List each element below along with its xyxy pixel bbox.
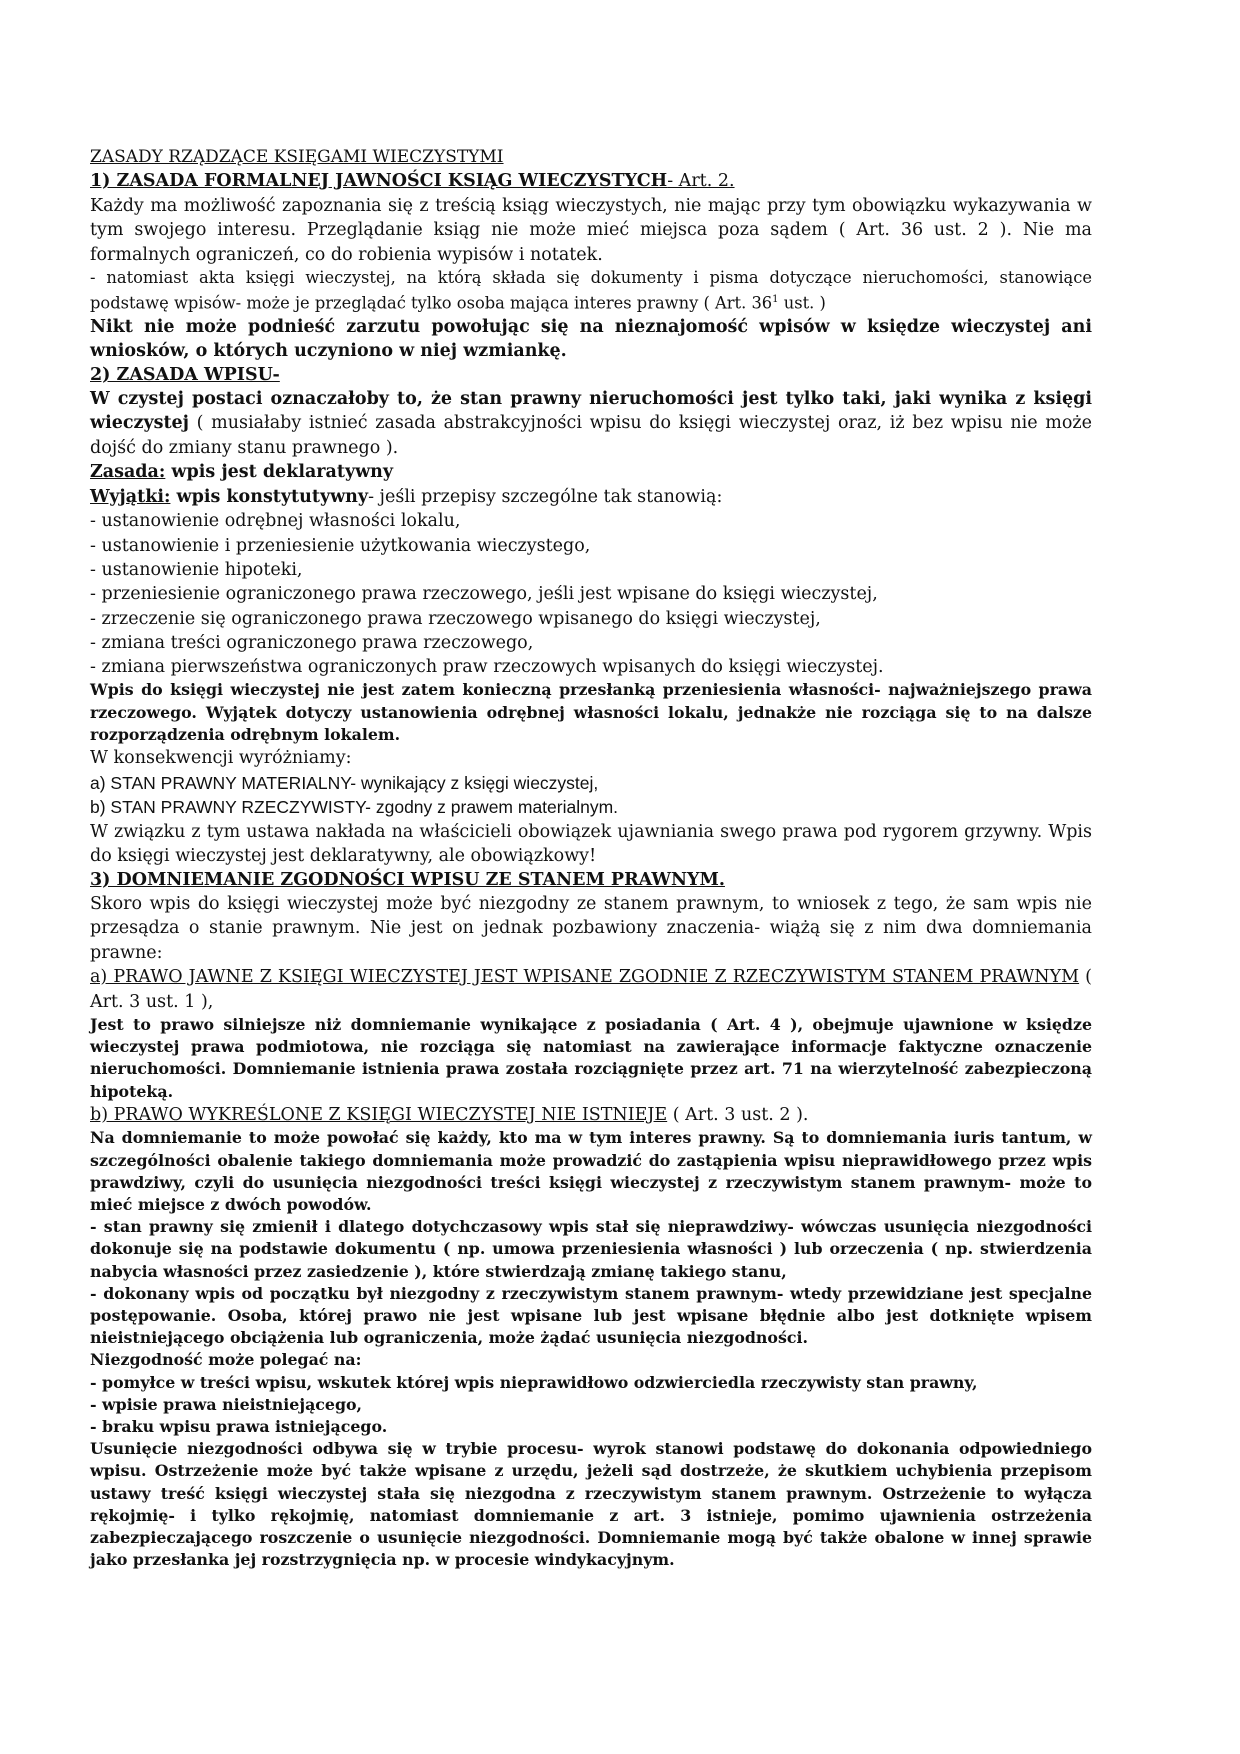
list-item: - ustanowienie odrębnej własności lokalu, <box>90 511 461 532</box>
section-2-paragraph-1-rest: ( musiałaby istnieć zasada abstrakcyjności wpisu do księgi wieczystej oraz, iż bez wpisu nie może dojść do zmiany stanu prawnego ). <box>90 413 1092 458</box>
list-item: - zmiana treści ograniczonego prawa rzeczowego, <box>90 632 534 653</box>
document-page <box>90 146 1092 1571</box>
section-2-paragraph-1-bold: W czystej postaci oznaczałoby to, że stan prawny nieruchomości jest tylko taki, jaki wynika z księgi wieczystej <box>90 388 1092 434</box>
section-3-paragraph-1: Skoro wpis do księgi wieczystej może być niezgodny ze stanem prawnym, to wniosek z tego, że sam wpis nie przesądza o stanie prawnym. Nie jest on jednak pozbawiony znaczenia- wiążą się z nim dwa domniemania prawne: <box>90 893 1092 963</box>
section-1-heading-tail: - Art. 2. <box>667 171 735 191</box>
section-1-paragraph-2-tail: ust. ) <box>778 293 826 313</box>
document-title: ZASADY RZĄDZĄCE KSIĘGAMI WIECZYSTYMI <box>90 147 504 167</box>
list-item: - pomyłce w treści wpisu, wskutek której wpis nieprawidłowo odzwierciedla rzeczywisty stan prawny, <box>90 1372 978 1392</box>
list-item: - zmiana pierwszeństwa ograniczonych praw rzeczowych wpisanych do księgi wieczystej. <box>90 657 884 678</box>
section-2-exceptions-rest: - jeśli przepisy szczególne tak stanowią: <box>368 486 723 507</box>
section-3-heading: 3) DOMNIEMANIE ZGODNOŚCI WPISU ZE STANEM PRAWNYM. <box>90 869 725 890</box>
section-1-heading <box>90 169 1092 194</box>
section-1-paragraph-2-text: - natomiast akta księgi wieczystej, na którą składa się dokumenty i pisma dotyczące nieruchomości, stanowiące podstawę wpisów- może je przeglądać tylko osoba mająca interes prawny ( Art. 36 <box>90 268 1092 313</box>
section-3-item-b-text-3: - dokonany wpis od początku był niezgodny z rzeczywistym stanem prawnym- wtedy przewidziane jest specjalne postępowanie. Osoba, której prawo nie jest wpisane lub jest wpisane błędnie albo jest dotknięte wpisem nieistniejącego obciążenia lub ograniczenia, może żądać usunięcia niezgodności. <box>90 1283 1092 1348</box>
section-2-list <box>90 509 1092 679</box>
list-item: - wpisie prawa nieistniejącego, <box>90 1394 363 1414</box>
section-3-item-a-heading <box>90 965 1092 1014</box>
section-2-item-b: b) STAN PRAWNY RZECZYWISTY- zgodny z prawem materialnym. <box>90 797 619 818</box>
section-1-paragraph-3: Nikt nie może podnieść zarzutu powołując się na nieznajomość wpisów w księdze wieczystej ani wniosków, o których uczyniono w niej wzmiankę. <box>90 316 1092 362</box>
section-3-item-b-tail: ( Art. 3 ust. 2 ). <box>667 1104 809 1125</box>
section-3-item-a-text: Jest to prawo silniejsze niż domniemanie wynikające z posiadania ( Art. 4 ), obejmuje ujawnione w księdze wieczystej prawa podmiotowa, nie rozciąga się natomiast na zawierające informacje faktyczne oznaczenie nieruchomości. Domniemanie istnienia prawa została rozciągnięte przez art. 71 na wierzytelność zabezpieczoną hipoteką. <box>90 1015 1092 1101</box>
section-2-heading: 2) ZASADA WPISU- <box>90 364 280 385</box>
section-1-heading-text: 1) ZASADA FORMALNEJ JAWNOŚCI KSIĄG WIECZYSTYCH <box>90 171 668 191</box>
list-item: - braku wpisu prawa istniejącego. <box>90 1416 388 1436</box>
section-3-item-b-text-4: Niezgodność może polegać na: <box>90 1350 362 1370</box>
section-2-paragraph-4: W związku z tym ustawa nakłada na właścicieli obowiązek ujawniania swego prawa pod rygorem grzywny. Wpis do księgi wieczystej jest deklaratywny, ale obowiązkowy! <box>90 821 1092 867</box>
section-1-paragraph-2 <box>90 267 1092 315</box>
section-2-item-a: a) STAN PRAWNY MATERIALNY- wynikający z księgi wieczystej, <box>90 772 599 793</box>
section-2-rule-label: Zasada: <box>90 462 166 483</box>
section-2-exceptions-label: Wyjątki: <box>90 486 171 507</box>
list-item: - ustanowienie hipoteki, <box>90 559 303 580</box>
section-1-paragraph-1: Każdy ma możliwość zapoznania się z treścią ksiąg wieczystych, nie mając przy tym obowiązku wykazywania w tym swojego interesu. Przeglądanie ksiąg nie może mieć miejsca poza sądem ( Art. 36 ust. 2 ). Nie ma formalnych ograniczeń, co do robienia wypisów i notatek. <box>90 195 1092 265</box>
list-item: - zrzeczenie się ograniczonego prawa rzeczowego wpisanego do księgi wieczystej, <box>90 608 821 629</box>
section-2-paragraph-1 <box>90 387 1092 461</box>
section-3-item-b-text-1: Na domniemanie to może powołać się każdy, kto ma w tym interes prawny. Są to domniemania iuris tantum, w szczególności obalenie takiego domniemania może prowadzić do zastąpienia wpisu nieprawidłowego przez wpis prawdziwy, czyli do usunięcia niezgodności treści księgi wieczystej z rzeczywistym stanem prawnym- może to mieć miejsce z dwóch powodów. <box>90 1128 1092 1214</box>
section-3-item-b-heading <box>90 1103 1092 1128</box>
section-2-paragraph-3: W konsekwencji wyróżniamy: <box>90 748 352 769</box>
section-3-item-a-tail: ( Art. 3 ust. 1 ), <box>90 967 1092 1012</box>
section-3-item-b-underlined: b) PRAWO WYKREŚLONE Z KSIĘGI WIECZYSTEJ NIE ISTNIEJE <box>90 1104 668 1125</box>
section-1-paragraph-2-sup: 1 <box>772 294 779 306</box>
section-3-list <box>90 1372 1092 1439</box>
section-3-item-a-underlined: a) PRAWO JAWNE Z KSIĘGI WIECZYSTEJ JEST WPISANE ZGODNIE Z RZECZYWISTYM STANEM PRAWNYM <box>90 967 1080 988</box>
list-item: - przeniesienie ograniczonego prawa rzeczowego, jeśli jest wpisane do księgi wieczystej, <box>90 584 878 605</box>
section-2-paragraph-2: Wpis do księgi wieczystej nie jest zatem konieczną przesłanką przeniesienia własności- najważniejszego prawa rzeczowego. Wyjątek dotyczy ustanowienia odrębnej własności lokalu, jednakże nie rozciąga się to na dalsze rozporządzenia odrębnym lokalem. <box>90 680 1092 744</box>
section-3-item-b-text-2: - stan prawny się zmienił i dlatego dotychczasowy wpis stał się nieprawdziwy- wówczas usunięcia niezgodności dokonuje się na podstawie dokumentu ( np. umowa przeniesienia własności ) lub orzeczenia ( np. stwierdzenia nabycia własności przez zasiedzenie ), które stwierdzają zmianę takiego stanu, <box>90 1217 1092 1281</box>
section-3-item-b-text-5: Usunięcie niezgodności odbywa się w trybie procesu- wyrok stanowi podstawę do dokonania odpowiedniego wpisu. Ostrzeżenie może być także wpisane z urzędu, jeżeli sąd dostrzeże, że skutkiem uchybienia przepisom ustawy treść księgi wieczystej stała się niezgodna z rzeczywistym stanem prawnym. Ostrzeżenie to wyłącza rękojmię- i tylko rękojmię, natomiast domniemanie z art. 3 istnieje, pomimo ujawnienia ostrzeżenia zabezpieczającego roszczenie o usunięcie niezgodności. Domniemanie mogą być także obalone w innej sprawie jako przesłanka jej rozstrzygnięcia np. w procesie windykacyjnym. <box>90 1439 1092 1570</box>
section-2-rule <box>90 460 1092 485</box>
section-2-rule-text: wpis jest deklaratywny <box>165 462 394 483</box>
section-2-exceptions-bold: wpis konstytutywny <box>170 486 369 507</box>
list-item: - ustanowienie i przeniesienie użytkowania wieczystego, <box>90 535 591 556</box>
section-2-exceptions <box>90 485 1092 510</box>
